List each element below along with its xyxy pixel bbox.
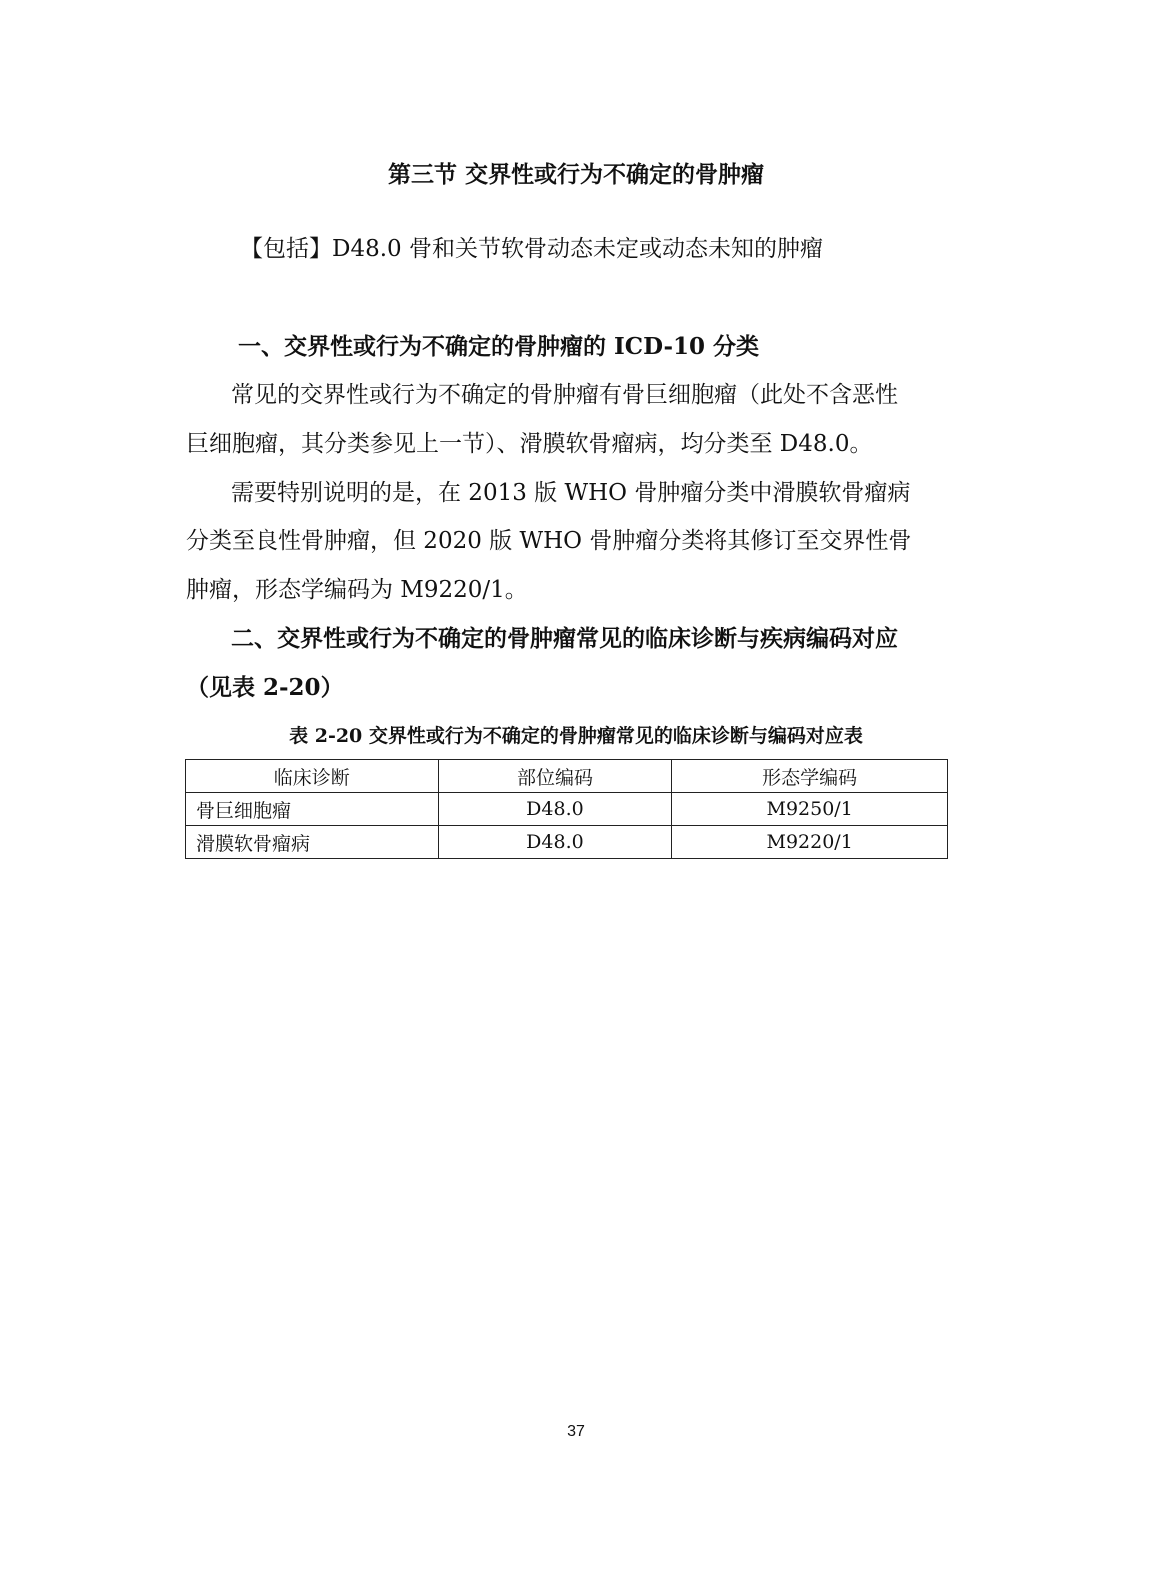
table-caption: 表 2-20 交界性或行为不确定的骨肿瘤常见的临床诊断与编码对应表 <box>289 725 863 747</box>
para-1-line-1: 常见的交界性或行为不确定的骨肿瘤有骨巨细胞瘤（此处不含恶性 <box>231 382 898 408</box>
diagnosis-code-table <box>185 759 948 859</box>
para-1-line-2: 巨细胞瘤，其分类参见上一节）、滑膜软骨瘤病，均分类至 D48.0。 <box>186 431 873 457</box>
column-header-diagnosis: 临床诊断 <box>186 760 439 793</box>
cell-site-code: D48.0 <box>438 793 672 826</box>
para-2-line-3: 肿瘤，形态学编码为 M9220/1。 <box>186 577 528 603</box>
table-row <box>186 826 948 859</box>
include-line: 【包括】D48.0 骨和关节软骨动态未定或动态未知的肿瘤 <box>240 236 823 262</box>
table-row <box>186 793 948 826</box>
cell-diagnosis: 滑膜软骨瘤病 <box>186 826 439 859</box>
cell-site-code: D48.0 <box>438 826 672 859</box>
para-2-line-1: 需要特别说明的是，在 2013 版 WHO 骨肿瘤分类中滑膜软骨瘤病 <box>231 480 911 506</box>
para-2-line-2: 分类至良性骨肿瘤，但 2020 版 WHO 骨肿瘤分类将其修订至交界性骨 <box>186 528 912 554</box>
heading-2-line-2: （见表 2-20） <box>186 674 344 701</box>
page-number: 37 <box>567 1423 585 1440</box>
heading-icd10-classification: 一、交界性或行为不确定的骨肿瘤的 ICD-10 分类 <box>238 333 760 360</box>
cell-diagnosis: 骨巨细胞瘤 <box>186 793 439 826</box>
heading-2-line-1: 二、交界性或行为不确定的骨肿瘤常见的临床诊断与疾病编码对应 <box>231 625 898 652</box>
table-header-row <box>186 760 948 793</box>
cell-morphology-code: M9220/1 <box>672 826 948 859</box>
cell-morphology-code: M9250/1 <box>672 793 948 826</box>
column-header-morphology-code: 形态学编码 <box>672 760 948 793</box>
section-title: 第三节 交界性或行为不确定的骨肿瘤 <box>387 161 764 188</box>
column-header-site-code: 部位编码 <box>438 760 672 793</box>
